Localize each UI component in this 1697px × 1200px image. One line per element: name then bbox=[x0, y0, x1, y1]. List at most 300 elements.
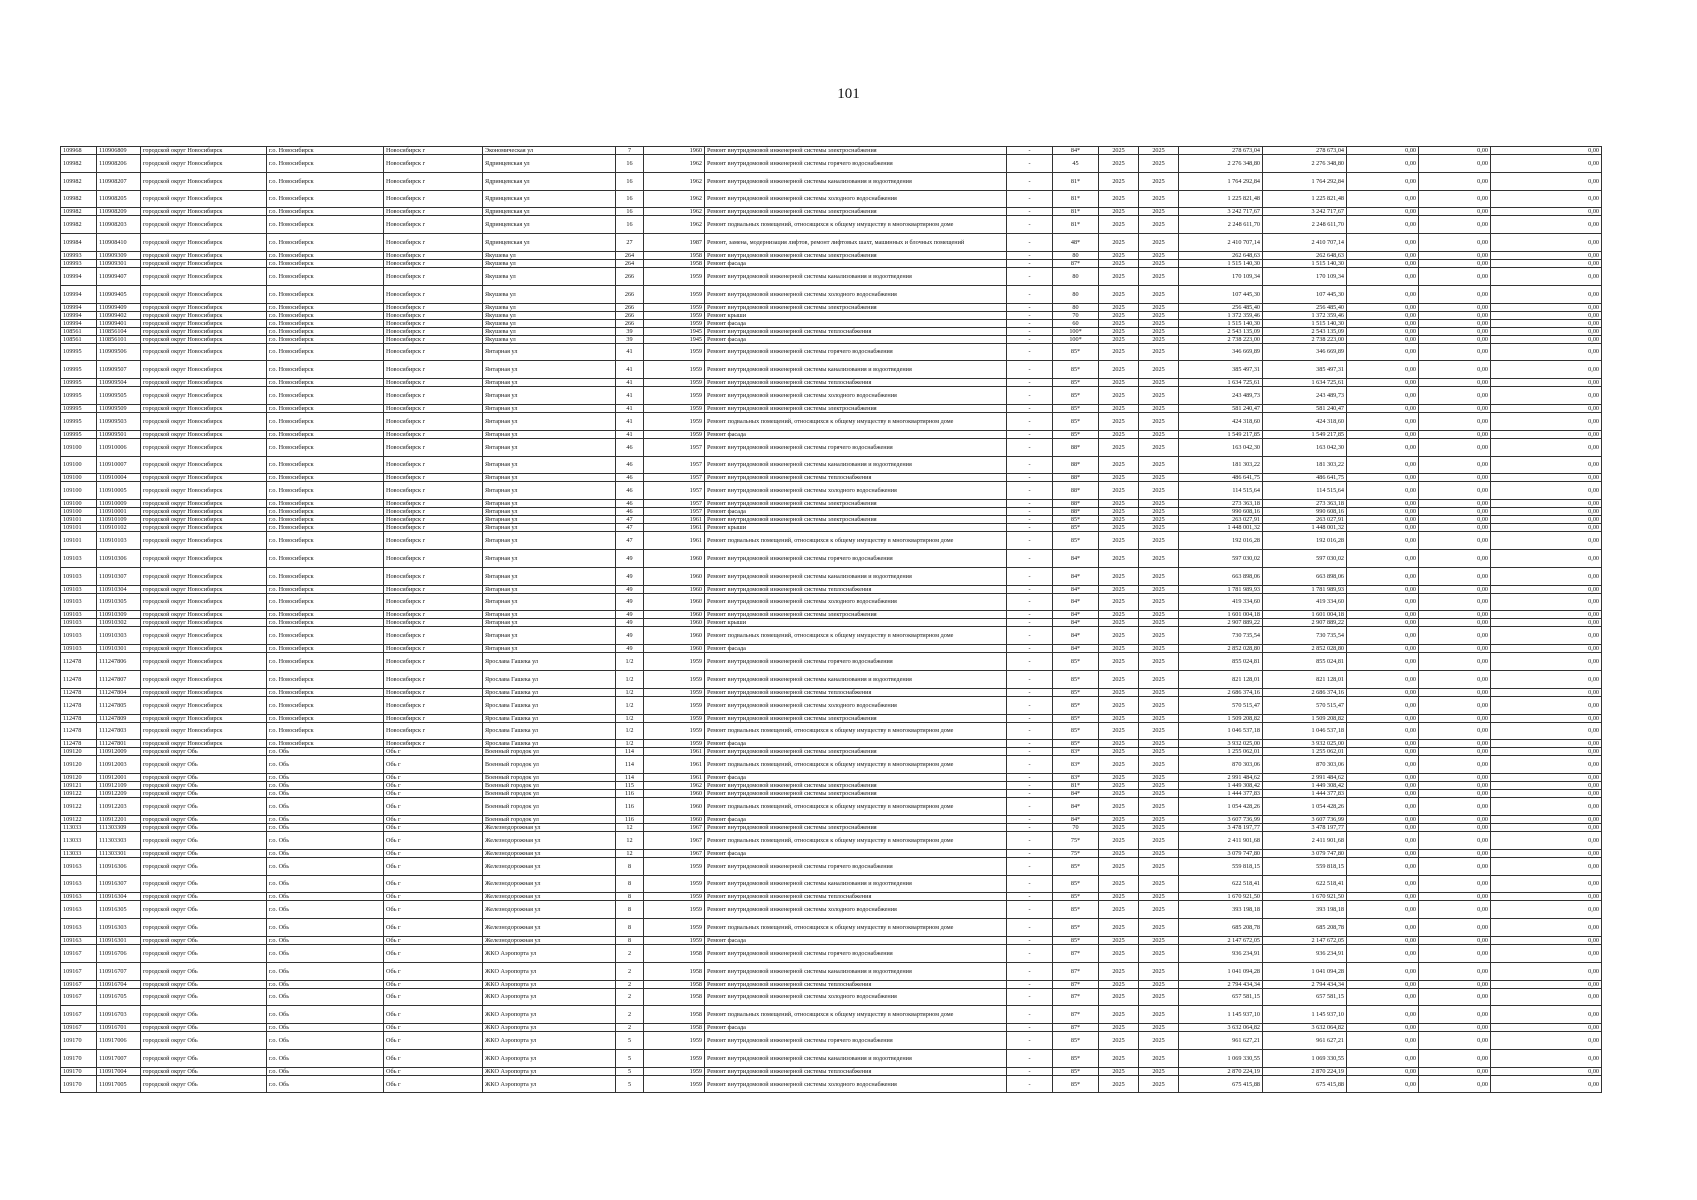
cell-year-built: 1958 bbox=[644, 259, 705, 267]
cell-city: Новосибирск г bbox=[384, 327, 483, 335]
cell-col-federal: 0,00 bbox=[1347, 823, 1419, 831]
cell-col-dash: - bbox=[1007, 748, 1053, 756]
cell-municipality: г.о. Новосибирск bbox=[267, 430, 384, 438]
cell-municipality: г.о. Новосибирск bbox=[267, 696, 384, 714]
cell-regional-fund: 2 991 484,62 bbox=[1263, 774, 1347, 782]
cell-house-number: 116 bbox=[616, 798, 644, 816]
cell-house-id: 109994 bbox=[61, 267, 97, 285]
cell-district: городской округ Новосибирск bbox=[141, 216, 267, 234]
cell-col-federal: 0,00 bbox=[1347, 831, 1419, 849]
cell-total-cost: 2 907 889,22 bbox=[1179, 619, 1263, 627]
cell-regional-fund: 1 515 140,30 bbox=[1263, 259, 1347, 267]
cell-total-cost: 622 518,41 bbox=[1179, 875, 1263, 893]
cell-year-from: 2025 bbox=[1099, 267, 1139, 285]
cell-municipality: г.о. Обь bbox=[267, 944, 384, 962]
cell-work-type: Ремонт внутридомовой инженерной системы канализования и водоотведения bbox=[705, 361, 1007, 379]
cell-district: городской округ Новосибирск bbox=[141, 500, 267, 508]
cell-city: Обь г bbox=[384, 1075, 483, 1093]
cell-col-dash: - bbox=[1007, 379, 1053, 387]
cell-col-federal: 0,00 bbox=[1347, 412, 1419, 430]
cell-wear-percent: 85* bbox=[1053, 857, 1099, 875]
cell-city: Обь г bbox=[384, 774, 483, 782]
cell-house-id: 112478 bbox=[61, 688, 97, 696]
cell-house-id: 109167 bbox=[61, 962, 97, 980]
cell-street: Ярослава Гашека ул bbox=[483, 740, 616, 748]
cell-district: городской округ Новосибирск bbox=[141, 482, 267, 500]
cell-col-municipal: 0,00 bbox=[1419, 944, 1491, 962]
table-row bbox=[61, 147, 1602, 155]
cell-col-dash: - bbox=[1007, 155, 1053, 173]
cell-col-federal: 0,00 bbox=[1347, 944, 1419, 962]
cell-col-federal: 0,00 bbox=[1347, 748, 1419, 756]
cell-col-municipal: 0,00 bbox=[1419, 319, 1491, 327]
cell-year-built: 1959 bbox=[644, 1067, 705, 1075]
cell-house-id: 109167 bbox=[61, 988, 97, 1006]
cell-work-type: Ремонт внутридомовой инженерной системы канализования и водоотведения bbox=[705, 962, 1007, 980]
cell-regional-fund: 1 634 725,61 bbox=[1263, 379, 1347, 387]
cell-house-number: 114 bbox=[616, 748, 644, 756]
cell-regional-fund: 192 016,28 bbox=[1263, 532, 1347, 550]
cell-col-dash: - bbox=[1007, 944, 1053, 962]
cell-col-owners: 0,00 bbox=[1491, 524, 1602, 532]
cell-year-to: 2025 bbox=[1139, 234, 1179, 252]
cell-total-cost: 2 410 707,14 bbox=[1179, 234, 1263, 252]
cell-street: Якушева ул bbox=[483, 327, 616, 335]
cell-col-federal: 0,00 bbox=[1347, 1075, 1419, 1093]
cell-municipality: г.о. Обь bbox=[267, 988, 384, 1006]
cell-col-dash: - bbox=[1007, 901, 1053, 919]
cell-year-built: 1961 bbox=[644, 774, 705, 782]
cell-house-number: 49 bbox=[616, 627, 644, 645]
cell-city: Обь г bbox=[384, 901, 483, 919]
cell-street: Янтарная ул bbox=[483, 456, 616, 474]
cell-col-municipal: 0,00 bbox=[1419, 688, 1491, 696]
cell-house-id: 109100 bbox=[61, 438, 97, 456]
cell-work-id: 110910307 bbox=[97, 567, 141, 585]
cell-municipality: г.о. Новосибирск bbox=[267, 335, 384, 343]
cell-col-federal: 0,00 bbox=[1347, 516, 1419, 524]
cell-municipality: г.о. Обь bbox=[267, 1006, 384, 1024]
cell-wear-percent: 85* bbox=[1053, 936, 1099, 944]
cell-col-owners: 0,00 bbox=[1491, 1024, 1602, 1032]
cell-col-federal: 0,00 bbox=[1347, 147, 1419, 155]
cell-col-federal: 0,00 bbox=[1347, 327, 1419, 335]
cell-year-from: 2025 bbox=[1099, 259, 1139, 267]
cell-house-number: 8 bbox=[616, 901, 644, 919]
cell-house-id: 109120 bbox=[61, 756, 97, 774]
cell-col-dash: - bbox=[1007, 893, 1053, 901]
cell-col-owners: 0,00 bbox=[1491, 611, 1602, 619]
cell-work-id: 110909402 bbox=[97, 311, 141, 319]
cell-work-id: 110909505 bbox=[97, 387, 141, 405]
cell-wear-percent: 84* bbox=[1053, 790, 1099, 798]
cell-wear-percent: 88* bbox=[1053, 482, 1099, 500]
cell-wear-percent: 85* bbox=[1053, 714, 1099, 722]
cell-col-federal: 0,00 bbox=[1347, 696, 1419, 714]
cell-house-id: 109103 bbox=[61, 567, 97, 585]
cell-street: ЖКО Аэропорта ул bbox=[483, 1075, 616, 1093]
cell-col-federal: 0,00 bbox=[1347, 303, 1419, 311]
cell-city: Новосибирск г bbox=[384, 319, 483, 327]
cell-year-to: 2025 bbox=[1139, 815, 1179, 823]
cell-city: Новосибирск г bbox=[384, 259, 483, 267]
cell-regional-fund: 1 509 208,82 bbox=[1263, 714, 1347, 722]
cell-year-to: 2025 bbox=[1139, 893, 1179, 901]
cell-work-type: Ремонт подвальных помещений, относящихся к общему имуществу в многоквартирном доме bbox=[705, 412, 1007, 430]
cell-district: городской округ Новосибирск bbox=[141, 319, 267, 327]
cell-year-built: 1967 bbox=[644, 849, 705, 857]
cell-total-cost: 243 489,73 bbox=[1179, 387, 1263, 405]
cell-year-built: 1961 bbox=[644, 516, 705, 524]
cell-work-type: Ремонт фасада bbox=[705, 508, 1007, 516]
cell-col-owners: 0,00 bbox=[1491, 670, 1602, 688]
cell-col-federal: 0,00 bbox=[1347, 508, 1419, 516]
cell-house-number: 46 bbox=[616, 500, 644, 508]
cell-regional-fund: 821 128,01 bbox=[1263, 670, 1347, 688]
cell-street: ЖКО Аэропорта ул bbox=[483, 1067, 616, 1075]
cell-year-built: 1957 bbox=[644, 474, 705, 482]
cell-year-from: 2025 bbox=[1099, 387, 1139, 405]
cell-regional-fund: 181 303,22 bbox=[1263, 456, 1347, 474]
cell-col-dash: - bbox=[1007, 611, 1053, 619]
cell-col-municipal: 0,00 bbox=[1419, 645, 1491, 653]
cell-district: городской округ Новосибирск bbox=[141, 412, 267, 430]
cell-municipality: г.о. Новосибирск bbox=[267, 438, 384, 456]
cell-city: Обь г bbox=[384, 1024, 483, 1032]
cell-regional-fund: 3 607 736,99 bbox=[1263, 815, 1347, 823]
cell-house-number: 16 bbox=[616, 216, 644, 234]
cell-year-from: 2025 bbox=[1099, 303, 1139, 311]
cell-year-built: 1959 bbox=[644, 936, 705, 944]
cell-year-from: 2025 bbox=[1099, 670, 1139, 688]
cell-work-type: Ремонт крыши bbox=[705, 311, 1007, 319]
cell-municipality: г.о. Обь bbox=[267, 815, 384, 823]
cell-work-type: Ремонт внутридомовой инженерной системы канализования и водоотведения bbox=[705, 1049, 1007, 1067]
cell-work-type: Ремонт внутридомовой инженерной системы холодного водоснабжения bbox=[705, 285, 1007, 303]
cell-year-to: 2025 bbox=[1139, 714, 1179, 722]
cell-house-id: 109995 bbox=[61, 343, 97, 361]
cell-year-from: 2025 bbox=[1099, 482, 1139, 500]
cell-year-to: 2025 bbox=[1139, 474, 1179, 482]
cell-house-id: 109163 bbox=[61, 901, 97, 919]
cell-wear-percent: 60 bbox=[1053, 319, 1099, 327]
cell-city: Новосибирск г bbox=[384, 611, 483, 619]
table-row bbox=[61, 335, 1602, 343]
cell-street: Ярослава Гашека ул bbox=[483, 688, 616, 696]
table-row bbox=[61, 456, 1602, 474]
cell-total-cost: 961 627,21 bbox=[1179, 1032, 1263, 1050]
cell-year-built: 1958 bbox=[644, 251, 705, 259]
cell-street: Ярослава Гашека ул bbox=[483, 670, 616, 688]
cell-house-id: 112478 bbox=[61, 740, 97, 748]
cell-year-to: 2025 bbox=[1139, 1024, 1179, 1032]
cell-district: городской округ Обь bbox=[141, 919, 267, 937]
cell-year-built: 1962 bbox=[644, 190, 705, 208]
cell-street: Янтарная ул bbox=[483, 611, 616, 619]
cell-col-federal: 0,00 bbox=[1347, 798, 1419, 816]
cell-year-to: 2025 bbox=[1139, 722, 1179, 740]
cell-col-municipal: 0,00 bbox=[1419, 585, 1491, 593]
cell-year-built: 1959 bbox=[644, 379, 705, 387]
cell-regional-fund: 2 907 889,22 bbox=[1263, 619, 1347, 627]
cell-house-id: 108561 bbox=[61, 327, 97, 335]
cell-year-to: 2025 bbox=[1139, 508, 1179, 516]
cell-col-federal: 0,00 bbox=[1347, 1006, 1419, 1024]
cell-col-federal: 0,00 bbox=[1347, 585, 1419, 593]
cell-col-municipal: 0,00 bbox=[1419, 831, 1491, 849]
cell-year-to: 2025 bbox=[1139, 774, 1179, 782]
cell-work-id: 110916701 bbox=[97, 1024, 141, 1032]
cell-street: Якушева ул bbox=[483, 303, 616, 311]
cell-year-to: 2025 bbox=[1139, 980, 1179, 988]
cell-col-municipal: 0,00 bbox=[1419, 412, 1491, 430]
cell-total-cost: 1 601 004,18 bbox=[1179, 611, 1263, 619]
cell-street: ЖКО Аэропорта ул bbox=[483, 1006, 616, 1024]
cell-street: ЖКО Аэропорта ул bbox=[483, 1024, 616, 1032]
cell-street: Янтарная ул bbox=[483, 412, 616, 430]
cell-col-dash: - bbox=[1007, 1067, 1053, 1075]
cell-col-dash: - bbox=[1007, 532, 1053, 550]
cell-col-owners: 0,00 bbox=[1491, 714, 1602, 722]
cell-house-number: 1/2 bbox=[616, 670, 644, 688]
cell-wear-percent: 85* bbox=[1053, 688, 1099, 696]
cell-col-owners: 0,00 bbox=[1491, 988, 1602, 1006]
cell-house-number: 46 bbox=[616, 508, 644, 516]
cell-street: Янтарная ул bbox=[483, 387, 616, 405]
cell-col-federal: 0,00 bbox=[1347, 740, 1419, 748]
cell-municipality: г.о. Обь bbox=[267, 756, 384, 774]
cell-year-from: 2025 bbox=[1099, 688, 1139, 696]
cell-work-id: 110912009 bbox=[97, 748, 141, 756]
table-row bbox=[61, 823, 1602, 831]
table-row bbox=[61, 790, 1602, 798]
cell-house-id: 109101 bbox=[61, 516, 97, 524]
cell-house-number: 8 bbox=[616, 857, 644, 875]
cell-total-cost: 3 478 197,77 bbox=[1179, 823, 1263, 831]
cell-col-federal: 0,00 bbox=[1347, 782, 1419, 790]
cell-year-built: 1957 bbox=[644, 456, 705, 474]
cell-year-from: 2025 bbox=[1099, 901, 1139, 919]
cell-municipality: г.о. Новосибирск bbox=[267, 524, 384, 532]
cell-col-owners: 0,00 bbox=[1491, 782, 1602, 790]
cell-regional-fund: 2 147 672,05 bbox=[1263, 936, 1347, 944]
cell-col-federal: 0,00 bbox=[1347, 619, 1419, 627]
cell-year-from: 2025 bbox=[1099, 1032, 1139, 1050]
cell-year-from: 2025 bbox=[1099, 627, 1139, 645]
cell-house-number: 41 bbox=[616, 412, 644, 430]
cell-street: Янтарная ул bbox=[483, 619, 616, 627]
cell-municipality: г.о. Новосибирск bbox=[267, 361, 384, 379]
cell-work-id: 110910007 bbox=[97, 456, 141, 474]
cell-year-from: 2025 bbox=[1099, 815, 1139, 823]
cell-municipality: г.о. Новосибирск bbox=[267, 234, 384, 252]
cell-work-type: Ремонт внутридомовой инженерной системы электроснабжения bbox=[705, 516, 1007, 524]
table-row bbox=[61, 962, 1602, 980]
cell-col-federal: 0,00 bbox=[1347, 962, 1419, 980]
cell-house-number: 5 bbox=[616, 1067, 644, 1075]
cell-col-municipal: 0,00 bbox=[1419, 234, 1491, 252]
cell-house-id: 109122 bbox=[61, 815, 97, 823]
cell-col-owners: 0,00 bbox=[1491, 774, 1602, 782]
cell-col-federal: 0,00 bbox=[1347, 567, 1419, 585]
cell-house-id: 113033 bbox=[61, 849, 97, 857]
cell-col-dash: - bbox=[1007, 216, 1053, 234]
cell-col-municipal: 0,00 bbox=[1419, 653, 1491, 671]
table-row bbox=[61, 748, 1602, 756]
cell-wear-percent: 87* bbox=[1053, 1024, 1099, 1032]
cell-regional-fund: 278 673,04 bbox=[1263, 147, 1347, 155]
cell-work-id: 110916303 bbox=[97, 919, 141, 937]
cell-year-built: 1959 bbox=[644, 740, 705, 748]
cell-regional-fund: 107 445,30 bbox=[1263, 285, 1347, 303]
table-row bbox=[61, 1024, 1602, 1032]
cell-col-municipal: 0,00 bbox=[1419, 474, 1491, 482]
cell-street: Ядринцевская ул bbox=[483, 234, 616, 252]
cell-wear-percent: 85* bbox=[1053, 387, 1099, 405]
cell-col-owners: 0,00 bbox=[1491, 327, 1602, 335]
cell-work-type: Ремонт внутридомовой инженерной системы электроснабжения bbox=[705, 404, 1007, 412]
cell-total-cost: 1 781 989,93 bbox=[1179, 585, 1263, 593]
cell-city: Обь г bbox=[384, 790, 483, 798]
cell-year-built: 1957 bbox=[644, 508, 705, 516]
cell-district: городской округ Новосибирск bbox=[141, 379, 267, 387]
cell-district: городской округ Обь bbox=[141, 782, 267, 790]
cell-col-owners: 0,00 bbox=[1491, 1049, 1602, 1067]
cell-col-owners: 0,00 bbox=[1491, 311, 1602, 319]
cell-year-to: 2025 bbox=[1139, 190, 1179, 208]
cell-city: Обь г bbox=[384, 893, 483, 901]
cell-year-from: 2025 bbox=[1099, 893, 1139, 901]
cell-work-id: 110909405 bbox=[97, 285, 141, 303]
cell-col-municipal: 0,00 bbox=[1419, 259, 1491, 267]
cell-municipality: г.о. Новосибирск bbox=[267, 611, 384, 619]
cell-wear-percent: 85* bbox=[1053, 343, 1099, 361]
cell-col-owners: 0,00 bbox=[1491, 361, 1602, 379]
cell-total-cost: 821 128,01 bbox=[1179, 670, 1263, 688]
cell-work-id: 110910103 bbox=[97, 532, 141, 550]
cell-col-federal: 0,00 bbox=[1347, 208, 1419, 216]
cell-work-type: Ремонт внутридомовой инженерной системы канализования и водоотведения bbox=[705, 456, 1007, 474]
cell-regional-fund: 1 255 062,01 bbox=[1263, 748, 1347, 756]
table-row bbox=[61, 670, 1602, 688]
cell-year-to: 2025 bbox=[1139, 611, 1179, 619]
cell-regional-fund: 385 497,31 bbox=[1263, 361, 1347, 379]
cell-municipality: г.о. Новосибирск bbox=[267, 456, 384, 474]
cell-year-from: 2025 bbox=[1099, 524, 1139, 532]
cell-total-cost: 730 735,54 bbox=[1179, 627, 1263, 645]
cell-year-to: 2025 bbox=[1139, 593, 1179, 611]
cell-house-id: 109982 bbox=[61, 172, 97, 190]
cell-wear-percent: 84* bbox=[1053, 567, 1099, 585]
cell-regional-fund: 419 334,60 bbox=[1263, 593, 1347, 611]
cell-year-from: 2025 bbox=[1099, 714, 1139, 722]
cell-year-built: 1958 bbox=[644, 1024, 705, 1032]
cell-house-number: 46 bbox=[616, 438, 644, 456]
cell-house-number: 2 bbox=[616, 988, 644, 1006]
cell-district: городской округ Обь bbox=[141, 1049, 267, 1067]
cell-col-owners: 0,00 bbox=[1491, 412, 1602, 430]
cell-house-id: 112478 bbox=[61, 670, 97, 688]
cell-col-dash: - bbox=[1007, 714, 1053, 722]
cell-municipality: г.о. Новосибирск bbox=[267, 688, 384, 696]
cell-house-number: 47 bbox=[616, 524, 644, 532]
cell-work-type: Ремонт внутридомовой инженерной системы холодного водоснабжения bbox=[705, 988, 1007, 1006]
cell-year-built: 1961 bbox=[644, 524, 705, 532]
cell-street: Янтарная ул bbox=[483, 532, 616, 550]
cell-work-id: 110910301 bbox=[97, 645, 141, 653]
cell-work-type: Ремонт подвальных помещений, относящихся к общему имуществу в многоквартирном доме bbox=[705, 1006, 1007, 1024]
cell-wear-percent: 48* bbox=[1053, 234, 1099, 252]
cell-year-built: 1957 bbox=[644, 438, 705, 456]
cell-district: городской округ Новосибирск bbox=[141, 208, 267, 216]
cell-house-id: 109120 bbox=[61, 774, 97, 782]
cell-col-municipal: 0,00 bbox=[1419, 857, 1491, 875]
cell-col-dash: - bbox=[1007, 627, 1053, 645]
cell-house-number: 1/2 bbox=[616, 714, 644, 722]
cell-col-federal: 0,00 bbox=[1347, 311, 1419, 319]
cell-house-id: 109103 bbox=[61, 645, 97, 653]
cell-year-built: 1960 bbox=[644, 549, 705, 567]
cell-col-dash: - bbox=[1007, 327, 1053, 335]
table-row bbox=[61, 567, 1602, 585]
cell-house-id: 112478 bbox=[61, 653, 97, 671]
cell-street: Янтарная ул bbox=[483, 430, 616, 438]
cell-col-federal: 0,00 bbox=[1347, 653, 1419, 671]
cell-regional-fund: 1 145 937,10 bbox=[1263, 1006, 1347, 1024]
cell-municipality: г.о. Новосибирск bbox=[267, 412, 384, 430]
cell-district: городской округ Новосибирск bbox=[141, 593, 267, 611]
cell-city: Обь г bbox=[384, 875, 483, 893]
cell-street: ЖКО Аэропорта ул bbox=[483, 988, 616, 1006]
cell-house-id: 109993 bbox=[61, 259, 97, 267]
cell-col-federal: 0,00 bbox=[1347, 438, 1419, 456]
cell-year-to: 2025 bbox=[1139, 516, 1179, 524]
cell-year-built: 1959 bbox=[644, 412, 705, 430]
cell-year-to: 2025 bbox=[1139, 438, 1179, 456]
cell-col-dash: - bbox=[1007, 319, 1053, 327]
cell-year-built: 1959 bbox=[644, 653, 705, 671]
cell-district: городской округ Обь bbox=[141, 893, 267, 901]
cell-district: городской округ Новосибирск bbox=[141, 343, 267, 361]
cell-municipality: г.о. Обь bbox=[267, 857, 384, 875]
cell-col-dash: - bbox=[1007, 688, 1053, 696]
cell-district: городской округ Новосибирск bbox=[141, 361, 267, 379]
cell-district: городской округ Новосибирск bbox=[141, 474, 267, 482]
cell-year-built: 1958 bbox=[644, 988, 705, 1006]
table-row bbox=[61, 696, 1602, 714]
cell-col-owners: 0,00 bbox=[1491, 1032, 1602, 1050]
cell-col-owners: 0,00 bbox=[1491, 831, 1602, 849]
table-row bbox=[61, 722, 1602, 740]
cell-house-number: 16 bbox=[616, 172, 644, 190]
cell-house-id: 109982 bbox=[61, 208, 97, 216]
cell-col-federal: 0,00 bbox=[1347, 645, 1419, 653]
cell-col-owners: 0,00 bbox=[1491, 438, 1602, 456]
cell-regional-fund: 2 410 707,14 bbox=[1263, 234, 1347, 252]
table-row bbox=[61, 361, 1602, 379]
cell-district: городской округ Обь bbox=[141, 831, 267, 849]
cell-house-number: 5 bbox=[616, 1049, 644, 1067]
cell-municipality: г.о. Новосибирск bbox=[267, 627, 384, 645]
cell-col-dash: - bbox=[1007, 936, 1053, 944]
cell-wear-percent: 85* bbox=[1053, 919, 1099, 937]
cell-street: Янтарная ул bbox=[483, 508, 616, 516]
table-row bbox=[61, 482, 1602, 500]
cell-year-from: 2025 bbox=[1099, 1024, 1139, 1032]
cell-work-id: 111247801 bbox=[97, 740, 141, 748]
cell-year-from: 2025 bbox=[1099, 1049, 1139, 1067]
cell-year-to: 2025 bbox=[1139, 585, 1179, 593]
